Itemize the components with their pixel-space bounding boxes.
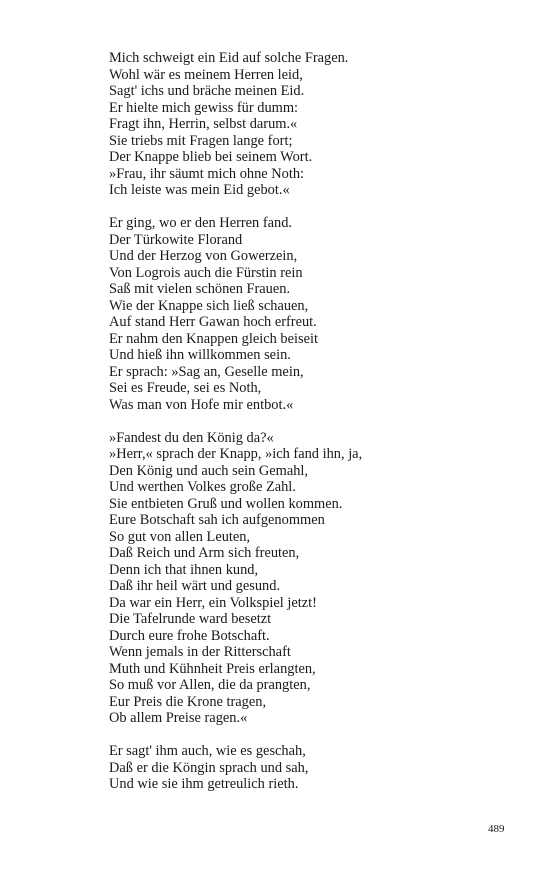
verse-line: Die Tafelrunde ward besetzt (109, 611, 272, 627)
verse-line: Er sprach: »Sag an, Geselle mein, (109, 363, 304, 380)
verse-line: Durch eure frohe Botschaft. (109, 627, 270, 644)
verse-line: »Fandest du den König da?« (109, 429, 274, 446)
verse-line: Und der Herzog von Gowerzein, (109, 248, 298, 264)
verse-line: Er nahm den Knappen gleich beiseit (109, 330, 318, 347)
verse-line: Von Logrois auch die Fürstin rein (109, 264, 303, 281)
verse-line: Eur Preis die Krone tragen, (109, 693, 267, 710)
verse-line: Sagt' ichs und bräche meinen Eid. (109, 83, 305, 99)
page-number: 489 (488, 823, 505, 835)
verse-line: »Frau, ihr säumt mich ohne Noth: (109, 165, 305, 182)
verse-line: Ich leiste was mein Eid gebot.« (109, 182, 290, 198)
verse-line: Ob allem Preise ragen.« (109, 710, 248, 726)
verse-line: Der Knappe blieb bei seinem Wort. (109, 149, 313, 165)
verse-line: Eure Botschaft sah ich aufgenommen (109, 512, 325, 528)
verse-line: Auf stand Herr Gawan hoch erfreut. (109, 314, 317, 330)
verse-line: Er hielte mich gewiss für dumm: (109, 99, 299, 116)
verse-line: Mich schweigt ein Eid auf solche Fragen. (109, 50, 349, 66)
verse-line: Daß er die Köngin sprach und sah, (109, 759, 309, 776)
verse-line: Und werthen Volkes große Zahl. (109, 479, 296, 495)
verse-line: Er ging, wo er den Herren fand. (109, 215, 293, 231)
verse-line: Sie triebs mit Fragen lange fort; (109, 132, 293, 149)
verse-line: Daß Reich und Arm sich freuten, (109, 545, 300, 561)
verse-line: Da war ein Herr, ein Volkspiel jetzt! (109, 594, 317, 611)
verse-line: Den König und auch sein Gemahl, (109, 462, 309, 479)
verse-line: Sei es Freude, sei es Noth, (109, 380, 262, 396)
verse-line: Wenn jemals in der Ritterschaft (109, 644, 291, 660)
verse-line: So gut von allen Leuten, (109, 528, 251, 545)
verse-line: Und wie sie ihm getreulich rieth. (109, 776, 299, 792)
verse-line: Denn ich that ihnen kund, (109, 561, 259, 578)
verse-line: Sie entbieten Gruß und wollen kommen. (109, 495, 343, 512)
stanza (109, 215, 509, 413)
verse-line: Und hieß ihn willkommen sein. (109, 347, 291, 363)
poem-text (109, 50, 509, 809)
verse-line: Was man von Hofe mir entbot.« (109, 396, 294, 413)
verse-line: Der Türkowite Florand (109, 231, 243, 248)
verse-line: Er sagt' ihm auch, wie es geschah, (109, 743, 306, 759)
verse-line: Wie der Knappe sich ließ schauen, (109, 297, 309, 314)
stanza (109, 50, 509, 199)
verse-line: Muth und Kühnheit Preis erlangten, (109, 660, 316, 677)
verse-line: »Herr,« sprach der Knapp, »ich fand ihn, ja, (109, 446, 363, 462)
stanza (109, 743, 509, 793)
verse-line: Wohl wär es meinem Herren leid, (109, 66, 303, 83)
verse-line: Saß mit vielen schönen Frauen. (109, 281, 291, 297)
stanza (109, 430, 509, 727)
verse-line: So muß vor Allen, die da prangten, (109, 677, 311, 693)
verse-line: Fragt ihn, Herrin, selbst darum.« (109, 116, 298, 132)
verse-line: Daß ihr heil wärt und gesund. (109, 578, 281, 594)
